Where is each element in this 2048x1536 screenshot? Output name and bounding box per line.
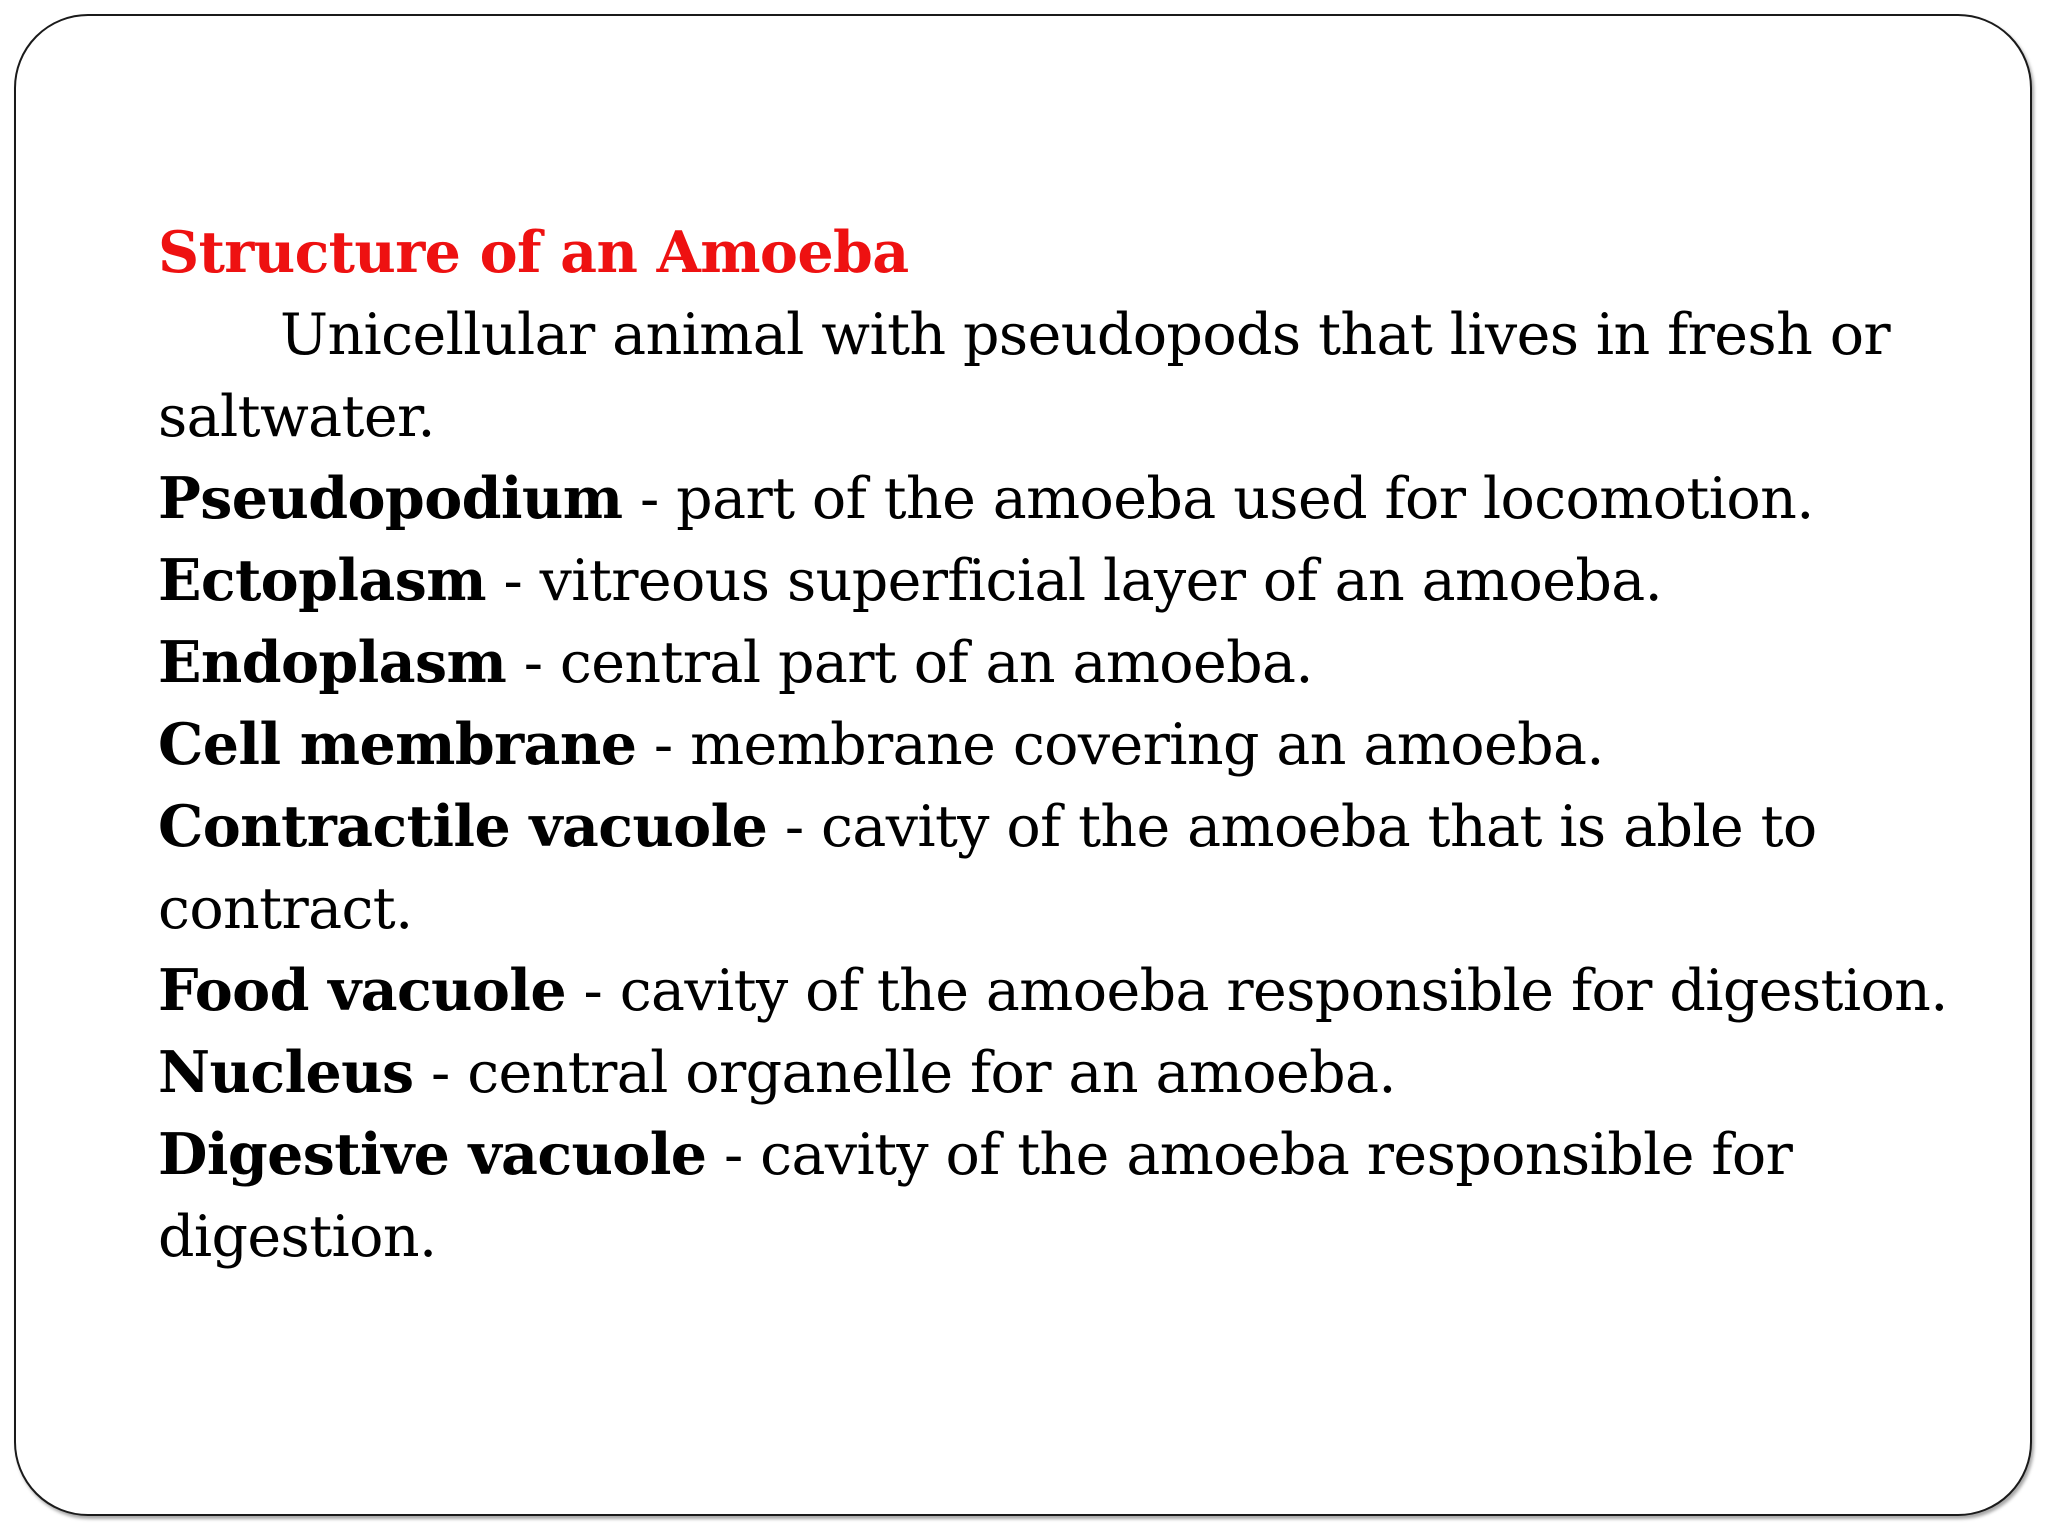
term-item — [158, 458, 1998, 540]
slide-content — [158, 212, 1998, 1278]
term-label: Ectoplasm — [158, 547, 486, 614]
term-label: Pseudopodium — [158, 465, 623, 532]
term-definition: - vitreous superficial layer of an amoeba. — [485, 548, 1663, 614]
term-label: Endoplasm — [158, 629, 507, 696]
term-item — [158, 622, 1998, 704]
term-label: Food vacuole — [158, 957, 567, 1024]
intro-paragraph: Unicellular animal with pseudopods that lives in fresh or saltwater. — [158, 302, 1891, 450]
term-definition: - cavity of the amoeba responsible for digestion. — [566, 958, 1948, 1024]
term-item — [158, 540, 1998, 622]
term-item — [158, 1114, 1998, 1278]
term-definition: - part of the amoeba used for locomotion. — [622, 466, 1814, 532]
term-item — [158, 786, 1998, 950]
term-label: Nucleus — [158, 1039, 414, 1106]
term-definition: - cavity of the amoeba responsible for digestion. — [158, 1122, 1793, 1270]
term-label: Cell membrane — [158, 711, 637, 778]
term-item — [158, 950, 1998, 1032]
term-definition: - membrane covering an amoeba. — [636, 712, 1604, 778]
term-item — [158, 704, 1998, 786]
term-label: Digestive vacuole — [158, 1121, 707, 1188]
term-definition: - central part of an amoeba. — [506, 630, 1313, 696]
term-label: Contractile vacuole — [158, 793, 768, 860]
slide-title: Structure of an Amoeba — [158, 219, 909, 286]
term-item — [158, 1032, 1998, 1114]
slide-frame — [14, 14, 2032, 1516]
term-definition: - cavity of the amoeba that is able to contract. — [158, 794, 1817, 942]
term-definition: - central organelle for an amoeba. — [413, 1040, 1396, 1106]
